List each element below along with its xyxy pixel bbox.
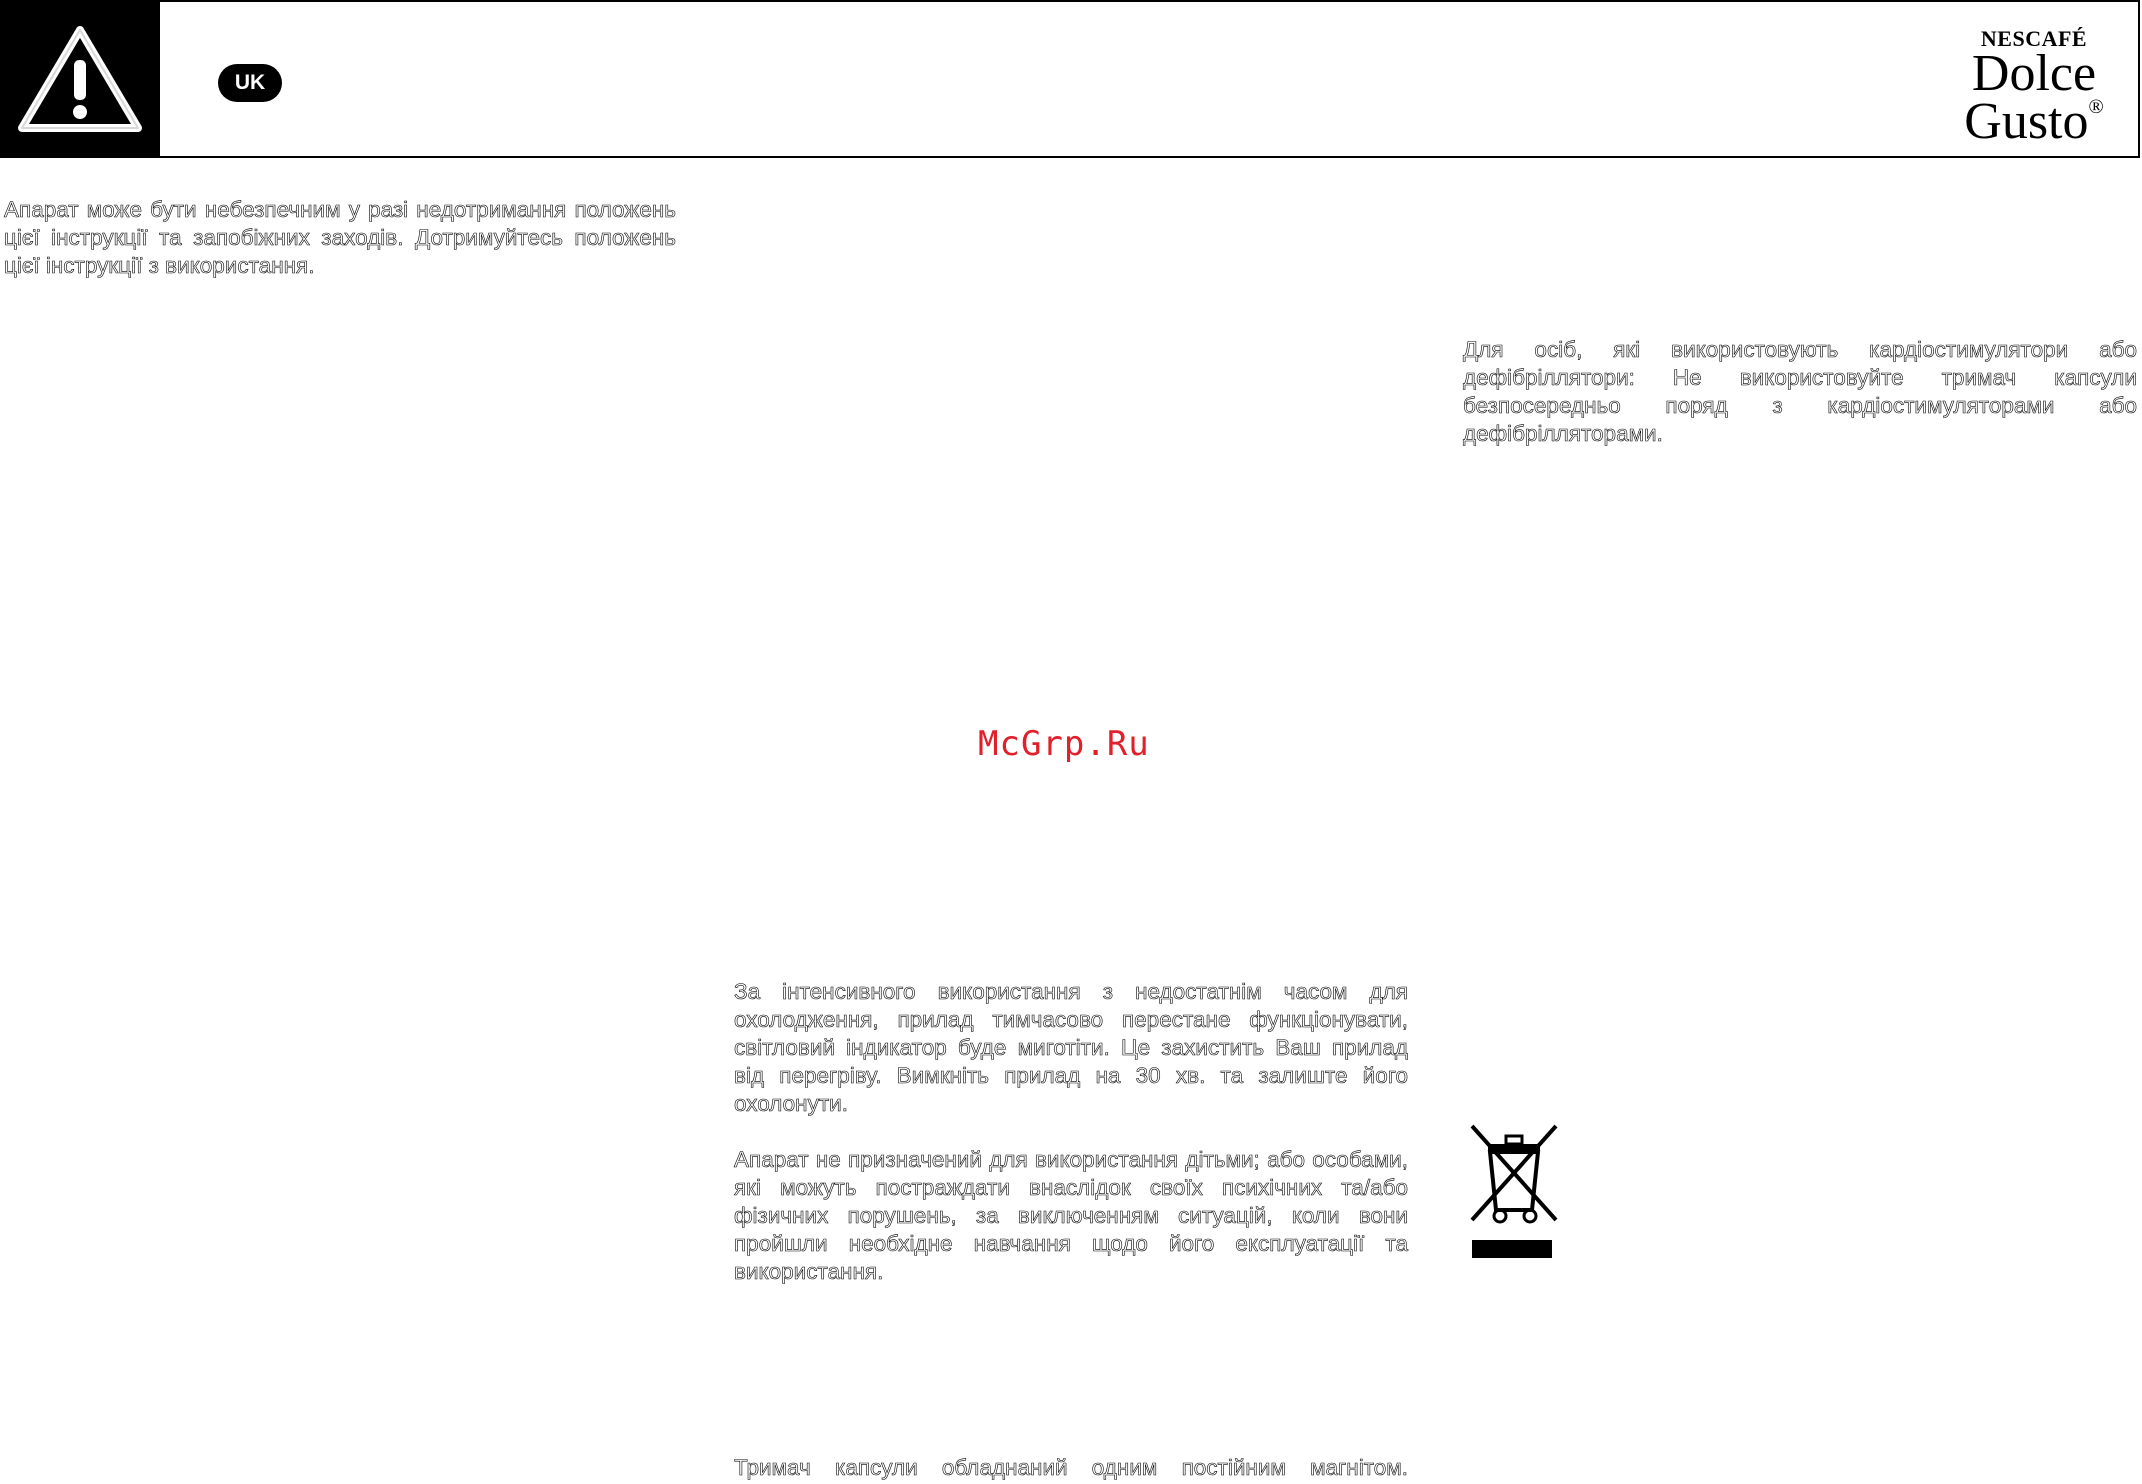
- weee-symbol: [1466, 1124, 1562, 1265]
- nescafe-dolce-gusto-logo: [1964, 26, 2104, 150]
- logo-line-2: Gusto®: [1964, 92, 2104, 150]
- pacemaker-paragraph: Для осіб, які використовують кардіостимулятори або дефібріллятори: Не використовуйте тримач капсули безпосередньо поряд з кардіостимуляторами або дефібрілляторами.: [1463, 337, 2137, 446]
- warning-box: [2, 2, 160, 158]
- language-badge: UK: [218, 64, 282, 102]
- watermark: McGrp.Ru: [978, 724, 1150, 764]
- crossed-out-wheelie-bin-icon: [1466, 1247, 1562, 1264]
- logo-line-1: Dolce: [1971, 45, 2097, 102]
- page-header: [0, 0, 2140, 158]
- intro-paragraph: Апарат може бути небезпечним у разі недотримання положень цієї інструкції та запобіжних заходів. Дотримуйтесь положень цієї інструкції з використання.: [4, 197, 676, 278]
- children-paragraph: Апарат не призначений для використання дітьми; або особами, які можуть постраждати внаслідок своїх психічних та/або фізичних порушень, за виключенням ситуацій, коли вони пройшли необхідне навчання щодо його експлуатації та використання.: [734, 1147, 1408, 1284]
- overheat-paragraph: За інтенсивного використання з недостатнім часом для охолодження, прилад тимчасово перестане функціонувати, світловий індикатор буде миготіти. Це захистить Ваш прилад від перегріву. Вимкніть прилад на 30 хв. та залиште його охолонути.: [734, 979, 1408, 1116]
- magnet-paragraph: Тримач капсули обладнаний одним постійним магнітом.: [734, 1455, 1408, 1480]
- logo-brand: NESCAFÉ: [1980, 26, 2088, 51]
